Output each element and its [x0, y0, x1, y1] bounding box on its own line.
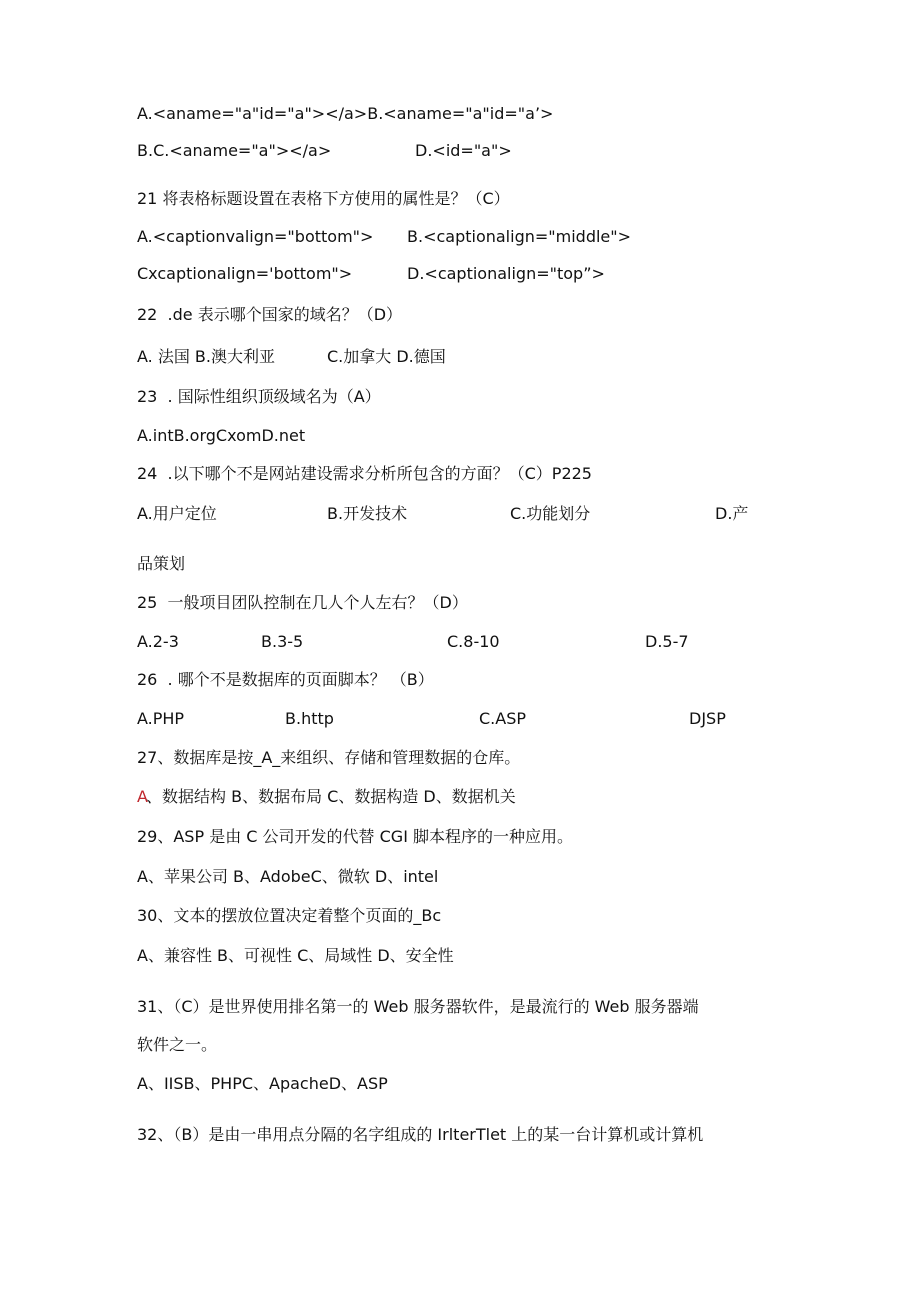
- text-segment: C.加拿大 D.德国: [327, 347, 446, 366]
- text-segment: Cxcaptionalign='bottom">: [137, 264, 353, 283]
- text-segment: D.产: [715, 504, 749, 523]
- text-segment: D.<id="a">: [415, 141, 512, 160]
- text-segment: C.8-10: [447, 632, 500, 651]
- text-segment: C.ASP: [479, 709, 527, 728]
- text-segment: A.<captionvalign="bottom">: [137, 227, 374, 246]
- text-segment: 29、ASP 是由 C 公司开发的代替 CGI 脚本程序的一种应用。: [137, 827, 574, 846]
- text-segment: 23 . 国际性组织顶级域名为（A）: [137, 387, 381, 406]
- text-segment: C.功能划分: [510, 504, 591, 523]
- text-segment: A.PHP: [137, 709, 185, 728]
- text-segment: B.<captionalign="middle">: [407, 227, 632, 246]
- text-segment: 24 .以下哪个不是网站建设需求分析所包含的方面？（C）P225: [137, 464, 592, 483]
- text-segment: A.intB.orgCxomD.net: [137, 426, 306, 445]
- text-segment: A.<aname="a"id="a"></a>B.<aname="a"id="a’>: [137, 104, 554, 123]
- text-segment: A、IISB、PHPC、ApacheD、ASP: [137, 1074, 388, 1093]
- text-segment: 21 将表格标题设置在表格下方使用的属性是？（C）: [137, 189, 510, 208]
- text-segment: D.5-7: [645, 632, 689, 651]
- text-segment: 软件之一。: [137, 1035, 218, 1054]
- text-segment: 26 . 哪个不是数据库的页面脚本？ （B）: [137, 670, 434, 689]
- text-segment: 32、（B）是由一串用点分隔的名字组成的 IrlterTlet 上的某一台计算机或计算机: [137, 1125, 704, 1144]
- text-segment: A.用户定位: [137, 504, 217, 523]
- text-segment: A、兼容性 B、可视性 C、局域性 D、安全性: [137, 946, 454, 965]
- text-segment: B.3-5: [261, 632, 304, 651]
- text-segment: 30、文本的摆放位置决定着整个页面的_Bc: [137, 906, 442, 925]
- text-segment: 27、数据库是按_A_来组织、存储和管理数据的仓库。: [137, 748, 521, 767]
- text-segment: 31、（C）是世界使用排名第一的 Web 服务器软件，是最流行的 Web 服务器端: [137, 997, 699, 1016]
- text-segment: A: [137, 787, 148, 806]
- text-segment: D.<captionalign="top”>: [407, 264, 605, 283]
- text-segment: DJSP: [689, 709, 726, 728]
- text-segment: A. 法国 B.澳大利亚: [137, 347, 275, 366]
- text-segment: B.C.<aname="a"></a>: [137, 141, 332, 160]
- text-segment: 25 一般项目团队控制在几人个人左右？（D）: [137, 593, 468, 612]
- text-segment: 、数据结构 B、数据布局 C、数据构造 D、数据机关: [146, 787, 516, 806]
- text-segment: A、苹果公司 B、AdobeC、微软 D、intel: [137, 867, 439, 886]
- text-segment: B.http: [285, 709, 334, 728]
- text-segment: 品策划: [137, 554, 186, 573]
- text-segment: B.开发技术: [327, 504, 408, 523]
- text-segment: A.2-3: [137, 632, 179, 651]
- text-segment: 22 .de 表示哪个国家的域名？（D）: [137, 305, 403, 324]
